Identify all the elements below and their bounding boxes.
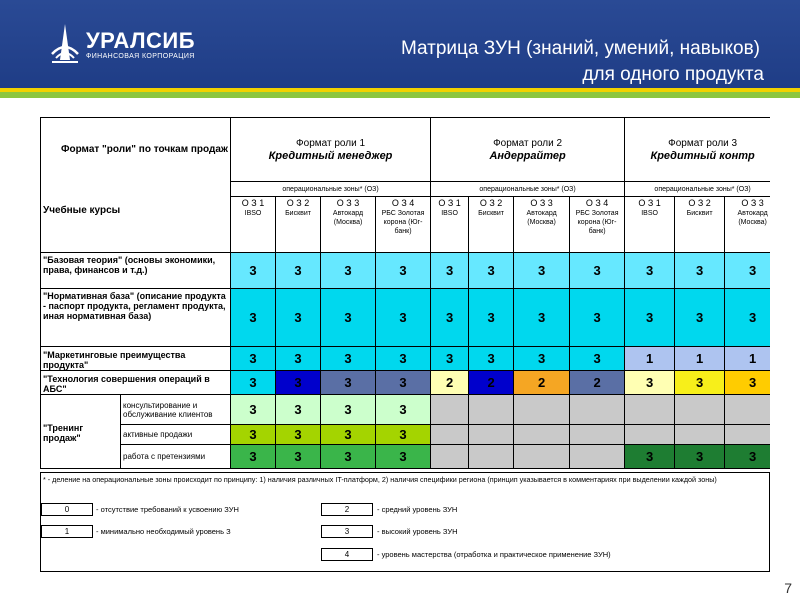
level-cell: 3 [276,253,321,289]
level-cell [469,425,514,445]
level-cell [514,445,570,469]
level-cell: 3 [321,289,376,347]
zone-desc: Бисквит [285,210,311,217]
level-cell [469,395,514,425]
zone-desc: Автокард (Москва) [526,210,557,226]
level-cell [431,425,469,445]
zone-code: О З 3 [530,198,553,208]
level-cell: 3 [625,253,675,289]
level-cell [675,425,725,445]
level-cell: 3 [231,425,276,445]
zone-header-3 [321,197,376,253]
level-cell: 2 [570,371,625,395]
zone-header-11 [725,197,770,253]
course-label: "Технология совершения операций в АБС" [41,371,231,395]
legend-box-4: 4 [321,548,373,561]
zone-desc: Автокард (Москва) [332,210,364,226]
level-cell: 3 [625,289,675,347]
role-2-header [431,118,625,182]
level-cell [570,445,625,469]
course-label: "Нормативная база" (описание продукта - паспорт продукта, регламент продукта, иная нормативная база) [41,289,231,347]
level-cell: 3 [231,347,276,371]
course-label: "Маркетинговые преимущества продукта" [41,347,231,371]
zone-desc: Бисквит [478,210,505,217]
level-cell: 3 [514,253,570,289]
role-3-format: Формат роли 3 [668,137,738,149]
training-sub-label: активные продажи [121,425,231,445]
role-2-format: Формат роли 2 [493,137,563,149]
level-cell: 3 [725,253,770,289]
legend-text-3: - высокий уровень ЗУН [377,527,458,536]
level-cell [725,395,770,425]
level-cell: 3 [675,445,725,469]
level-cell: 3 [321,253,376,289]
level-cell: 3 [431,253,469,289]
legend-text-1: - минимально необходимый уровень З [96,527,231,536]
level-cell: 3 [231,445,276,469]
level-cell: 3 [376,371,431,395]
level-cell: 3 [675,289,725,347]
level-cell [514,425,570,445]
zone-code: О З 1 [241,198,265,208]
level-cell: 3 [625,445,675,469]
zone-header-1 [231,197,276,253]
course-label: "Базовая теория" (основы экономики, права, финансов и т.д.) [41,253,231,289]
level-cell: 1 [675,347,725,371]
zone-header-5 [431,197,469,253]
training-course-label: "Тренинг продаж" [41,395,121,469]
level-cell: 3 [514,289,570,347]
legend-box-2: 2 [321,503,373,516]
zone-desc: IBSO [441,210,458,217]
zone-desc: IBSO [244,210,262,217]
level-cell [469,445,514,469]
logo-tower-icon [48,22,82,66]
level-cell: 3 [376,289,431,347]
zone-desc: Автокард (Москва) [737,210,768,226]
zone-header-2 [276,197,321,253]
level-cell: 3 [469,253,514,289]
level-cell: 3 [469,347,514,371]
page-number: 7 [784,580,792,596]
zone-header-6 [469,197,514,253]
level-cell: 3 [276,395,321,425]
level-cell: 3 [321,425,376,445]
level-cell: 3 [514,347,570,371]
level-cell: 3 [376,445,431,469]
role-1-name: Кредитный менеджер [268,149,393,162]
level-cell: 3 [431,289,469,347]
level-cell: 1 [725,347,770,371]
level-cell: 3 [570,253,625,289]
page-subtitle: для одного продукта [582,64,764,85]
level-cell [725,425,770,445]
level-cell: 3 [725,445,770,469]
corner-label: Формат "роли" по точкам продаж [41,118,231,182]
legend-text-2: - средний уровень ЗУН [377,505,458,514]
zone-desc: РБС Золотая корона (Юг-банк) [381,210,425,235]
training-sub-label: работа с претензиями [121,445,231,469]
training-sub-label: консультирование и обслуживание клиентов [121,395,231,425]
level-cell [625,395,675,425]
legend-text-0: - отсутствие требований к усвоению ЗУН [96,505,239,514]
level-cell: 3 [570,347,625,371]
level-cell: 3 [321,371,376,395]
role-1-format: Формат роли 1 [296,137,366,149]
zone-code: О З 3 [336,198,360,208]
logo-name: УРАЛСИБ [86,28,196,53]
zone-code: О З 4 [585,198,609,208]
level-cell: 3 [376,395,431,425]
level-cell [570,395,625,425]
corner-spacer [41,182,231,197]
zone-code: О З 2 [479,198,503,208]
level-cell: 3 [725,371,770,395]
zone-header-8 [570,197,625,253]
zone-code: О З 4 [391,198,415,208]
role-3-header [625,118,770,182]
level-cell: 3 [625,371,675,395]
legend-section [40,472,770,572]
page-title: Матрица ЗУН (знаний, умений, навыков) [400,38,760,59]
role-1-zones-label: операциональные зоны* (ОЗ) [231,182,431,197]
zone-code: О З 1 [438,198,461,208]
level-cell: 3 [276,347,321,371]
header-stripe-green [0,92,800,98]
zone-desc: Бисквит [686,210,713,217]
legend-box-0: 0 [41,503,93,516]
legend-box-3: 3 [321,525,373,538]
level-cell [570,425,625,445]
level-cell: 3 [231,289,276,347]
level-cell: 3 [570,289,625,347]
zone-code: О З 2 [286,198,310,208]
uralsib-logo [48,22,208,66]
zone-code: О З 3 [741,198,764,208]
zone-code: О З 2 [688,198,711,208]
zones-footnote: * - деление на операциональные зоны происходит по принципу: 1) наличия различных IT-платформ, 2) наличия специфики региона (принцип указывается в комментариях при выделении каждой зоны) [43,475,717,484]
level-cell: 3 [469,289,514,347]
level-cell: 1 [625,347,675,371]
level-cell: 3 [675,253,725,289]
level-cell: 3 [321,395,376,425]
level-cell: 2 [514,371,570,395]
zone-header-10 [675,197,725,253]
zone-desc: РБС Золотая корона (Юг-банк) [575,210,619,235]
courses-label: Учебные курсы [41,197,231,253]
level-cell: 3 [276,289,321,347]
level-cell [625,425,675,445]
role-3-zones-label: операциональные зоны* (ОЗ) [625,182,770,197]
legend-box-1: 1 [41,525,93,538]
role-2-name: Андеррайтер [489,149,566,162]
level-cell: 3 [231,253,276,289]
level-cell: 3 [321,347,376,371]
level-cell: 2 [469,371,514,395]
level-cell [431,395,469,425]
zone-code: О З 1 [638,198,661,208]
level-cell: 3 [276,425,321,445]
level-cell: 3 [231,371,276,395]
level-cell: 3 [321,445,376,469]
role-2-zones-label: операциональные зоны* (ОЗ) [431,182,625,197]
role-3-name: Кредитный контр [650,149,755,162]
level-cell [675,395,725,425]
legend-text-4: - уровень мастерства (отработка и практическое применение ЗУН) [377,550,611,559]
zone-header-4 [376,197,431,253]
logo-subtitle: ФИНАНСОВАЯ КОРПОРАЦИЯ [86,53,195,60]
level-cell: 3 [376,347,431,371]
level-cell: 3 [276,371,321,395]
header-bar [0,0,800,88]
level-cell: 3 [276,445,321,469]
level-cell [514,395,570,425]
level-cell: 3 [376,253,431,289]
level-cell: 3 [376,425,431,445]
level-cell: 3 [431,347,469,371]
zone-header-9 [625,197,675,253]
zone-desc: IBSO [641,210,658,217]
level-cell: 3 [231,395,276,425]
level-cell: 3 [675,371,725,395]
level-cell: 2 [431,371,469,395]
level-cell: 3 [725,289,770,347]
zone-header-7 [514,197,570,253]
role-1-header [231,118,431,182]
zun-table [40,117,770,469]
level-cell [431,445,469,469]
